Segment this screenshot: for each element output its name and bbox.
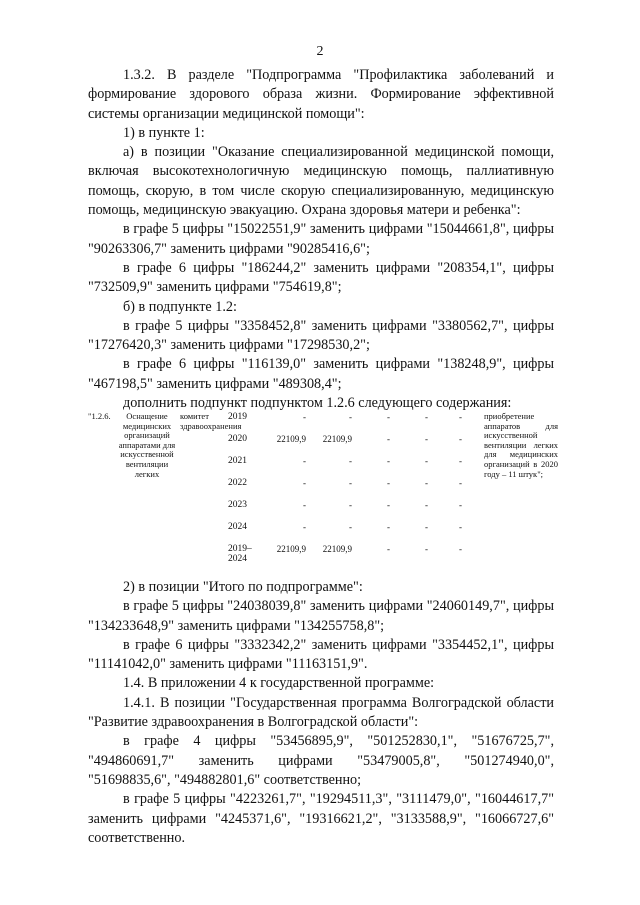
paragraph-total-position: 2) в позиции "Итого по подпрограмме": bbox=[123, 579, 363, 595]
table-year: 2023 bbox=[228, 500, 247, 510]
table-cell: - bbox=[349, 500, 352, 510]
table-cell: 22109,9 bbox=[322, 434, 352, 444]
paragraph-column-6-a: в графе 6 цифры "186244,2" заменить цифрами "208354,1", цифры "732509,9" заменить цифрами "754619,8"; bbox=[88, 259, 554, 296]
table-activity: Оснащение медицинских организаций аппаратами для искусственной вентиляции легких bbox=[118, 411, 176, 479]
table-cell: - bbox=[425, 522, 428, 532]
table-cell: - bbox=[425, 434, 428, 444]
paragraph-column-6-b: в графе 6 цифры "116139,0" заменить цифрами "138248,9", цифры "467198,5" заменить цифрами "489308,4"; bbox=[88, 356, 554, 392]
paragraph-point-1: 1) в пункте 1: bbox=[123, 124, 205, 141]
table-cell: - bbox=[387, 456, 390, 466]
table-cell: - bbox=[459, 544, 462, 554]
document-body-top bbox=[88, 66, 554, 413]
table-year: 2020 bbox=[228, 434, 247, 444]
paragraph-total-column-5: в графе 5 цифры "24038039,8" заменить цифрами "24060149,7", цифры "134233648,9" заменить цифрами "134255758,8"; bbox=[88, 598, 554, 634]
paragraph-column-4: в графе 4 цифры "53456895,9", "501252830,1", "51676725,7", "494860691,7" заменить цифрами "53479005,8", "501274940,0", "51698835,6", "494882801,6" соответственно; bbox=[88, 733, 554, 788]
table-cell: - bbox=[459, 500, 462, 510]
table-cell: - bbox=[387, 434, 390, 444]
table-cell: - bbox=[387, 478, 390, 488]
page-number: 2 bbox=[316, 44, 324, 59]
table-cell: - bbox=[387, 412, 390, 422]
table-cell: - bbox=[303, 522, 306, 532]
table-year: 2022 bbox=[228, 478, 247, 488]
table-cell: - bbox=[349, 456, 352, 466]
table-cell: - bbox=[425, 456, 428, 466]
paragraph-column-5-b: в графе 5 цифры "3358452,8" заменить цифрами "3380562,7", цифры "17276420,3" заменить цифрами "17298530,2"; bbox=[88, 317, 554, 354]
paragraph-appendix-4: 1.4. В приложении 4 к государственной программе: bbox=[123, 675, 435, 692]
table-cell: - bbox=[425, 500, 428, 510]
table-cell: - bbox=[387, 500, 390, 510]
document-body-bottom bbox=[88, 578, 554, 848]
table-note: приобретение аппаратов для искусственной вентиляции легких для медицинских организаций в 2020 году – 11 штук"; bbox=[484, 411, 558, 479]
table-cell: - bbox=[459, 522, 462, 532]
paragraph-subpoint-b: б) в подпункте 1.2: bbox=[123, 298, 237, 315]
table-cell: - bbox=[387, 522, 390, 532]
inserted-table bbox=[88, 412, 558, 566]
table-item-number: "1.2.6. bbox=[88, 411, 111, 421]
table-executor: комитет здравоохранения bbox=[180, 411, 242, 431]
table-cell: - bbox=[425, 478, 428, 488]
table-cell: - bbox=[425, 412, 428, 422]
paragraph-total-column-6: в графе 6 цифры "3332342,2" заменить цифрами "3354452,1", цифры "11141042,0" заменить цифрами "11163151,9". bbox=[88, 636, 554, 673]
table-row bbox=[88, 412, 558, 434]
table-cell: 22109,9 bbox=[276, 544, 306, 554]
table-cell: - bbox=[303, 500, 306, 510]
table-cell: - bbox=[349, 478, 352, 488]
paragraph-add-subpoint: дополнить подпункт подпунктом 1.2.6 следующего содержания: bbox=[123, 395, 512, 412]
table-cell: - bbox=[349, 522, 352, 532]
table-cell: 22109,9 bbox=[322, 544, 352, 554]
paragraph-column-5-a: в графе 5 цифры "15022551,9" заменить цифрами "15044661,8", цифры "90263306,7" заменить цифрами "90285416,6"; bbox=[88, 221, 554, 257]
table-year: 2019–2024 bbox=[228, 544, 252, 565]
table-cell: - bbox=[303, 456, 306, 466]
table-year: 2019 bbox=[228, 412, 247, 422]
table-cell: - bbox=[387, 544, 390, 554]
table-cell: - bbox=[459, 434, 462, 444]
table-cell: - bbox=[349, 412, 352, 422]
paragraph-state-program: 1.4.1. В позиции "Государственная программа Волгоградской области "Развитие здравоохранения в Волгоградской области": bbox=[88, 694, 554, 731]
table-cell: - bbox=[425, 544, 428, 554]
table-year: 2021 bbox=[228, 456, 247, 466]
table-cell: - bbox=[459, 412, 462, 422]
paragraph-position-a: а) в позиции "Оказание специализированной медицинской помощи, включая высокотехнологичную медицинскую помощь, паллиативную помощь, скорую, в том числе скорую специализированную, медицинскую помощь, медицинскую эвакуацию. Охрана здоровья матери и ребенка": bbox=[88, 144, 554, 219]
table-cell: 22109,9 bbox=[276, 434, 306, 444]
paragraph-column-5: в графе 5 цифры "4223261,7", "19294511,3", "3111479,0", "16044617,7" заменить цифрами "4245371,6", "19316621,2", "3133588,9", "16066727,6" соответственно. bbox=[88, 791, 554, 846]
table-cell: - bbox=[303, 478, 306, 488]
paragraph-section-heading: 1.3.2. В разделе "Подпрограмма "Профилактика заболеваний и формирование здорового образа жизни. Формирование эффективной системы организации медицинской помощи": bbox=[88, 67, 554, 122]
table-year: 2024 bbox=[228, 522, 247, 532]
table-cell: - bbox=[303, 412, 306, 422]
table-cell: - bbox=[459, 456, 462, 466]
table-cell: - bbox=[459, 478, 462, 488]
